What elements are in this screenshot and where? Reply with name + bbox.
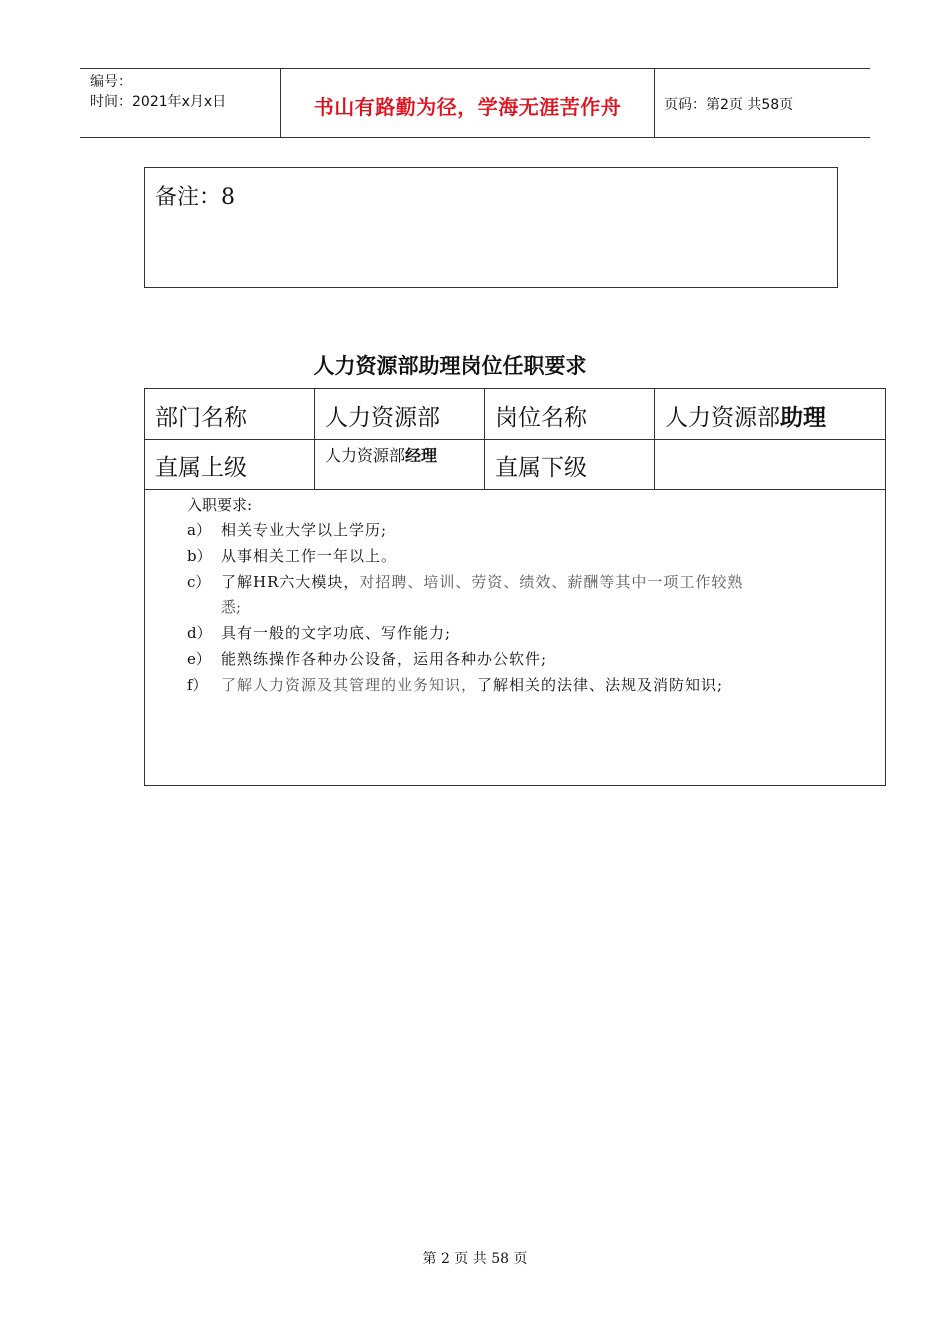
dept-value: 人力资源部	[325, 405, 440, 431]
position-value-cell	[655, 389, 885, 439]
page-header	[80, 68, 870, 138]
list-item-key: d）	[187, 624, 212, 642]
position-value	[665, 399, 826, 432]
header-info-cell	[80, 69, 280, 137]
list-item-text-grey: 了解人力资源及其管理的业务知识，	[221, 676, 478, 694]
list-item-text: 相关专业大学以上学历;	[221, 521, 388, 539]
list-item-continuation: 悉;	[221, 598, 242, 616]
remark-text: 备注：8	[155, 185, 235, 210]
superior-value	[325, 443, 437, 466]
list-item	[187, 648, 547, 669]
dept-label-cell	[145, 389, 315, 439]
header-page-number: 页码：第2页 共58页	[664, 97, 794, 113]
header-motto: 书山有路勤为径，学海无涯苦作舟	[313, 95, 622, 119]
superior-value-cell	[315, 439, 485, 489]
superior-value-prefix: 人力资源部	[325, 446, 406, 465]
header-page-cell	[654, 69, 870, 137]
list-item-key: e）	[187, 650, 211, 668]
dept-value-cell	[315, 389, 485, 439]
header-motto-cell	[280, 69, 655, 137]
list-item-text: 能熟练操作各种办公设备，运用各种办公软件;	[221, 650, 548, 668]
list-item-text: 了解相关的法律、法规及消防知识;	[477, 676, 724, 694]
list-item	[187, 571, 743, 592]
document-number: 编号：	[90, 74, 132, 90]
position-value-bold: 助理	[780, 404, 826, 431]
superior-label-cell	[145, 439, 315, 489]
document-time: 时间：2021年x月x日	[90, 94, 227, 110]
position-value-prefix: 人力资源部	[665, 405, 780, 431]
list-item	[187, 674, 723, 695]
requirements-heading: 入职要求:	[187, 496, 253, 514]
position-label: 岗位名称	[495, 405, 587, 431]
remark-box	[144, 167, 838, 288]
subordinate-label-cell	[485, 439, 655, 489]
list-item-key: f）	[187, 676, 208, 694]
list-item	[187, 545, 397, 566]
table-row	[145, 439, 885, 490]
list-item-key: b）	[187, 547, 212, 565]
superior-value-bold: 经理	[405, 446, 438, 465]
list-item-text: 从事相关工作一年以上。	[221, 547, 398, 565]
list-item-key: a）	[187, 521, 211, 539]
list-item-text: 具有一般的文字功底、写作能力;	[221, 624, 452, 642]
page-footer: 第 2 页 共 58 页	[422, 1251, 528, 1267]
position-label-cell	[485, 389, 655, 439]
list-item-text-grey: 对招聘、培训、劳资、绩效、薪酬等其中一项工作较熟	[359, 573, 744, 591]
subordinate-label: 直属下级	[495, 455, 587, 481]
list-item-key: c）	[187, 573, 211, 591]
list-item	[187, 622, 451, 643]
table-row	[145, 389, 885, 440]
subordinate-value-cell	[655, 439, 885, 489]
page-title: 人力资源部助理岗位任职要求	[313, 353, 587, 378]
list-item-text: 了解HR六大模块，	[221, 573, 360, 591]
superior-label: 直属上级	[155, 455, 247, 481]
dept-label: 部门名称	[155, 405, 247, 431]
list-item	[187, 519, 387, 540]
job-requirements-table	[144, 388, 886, 786]
